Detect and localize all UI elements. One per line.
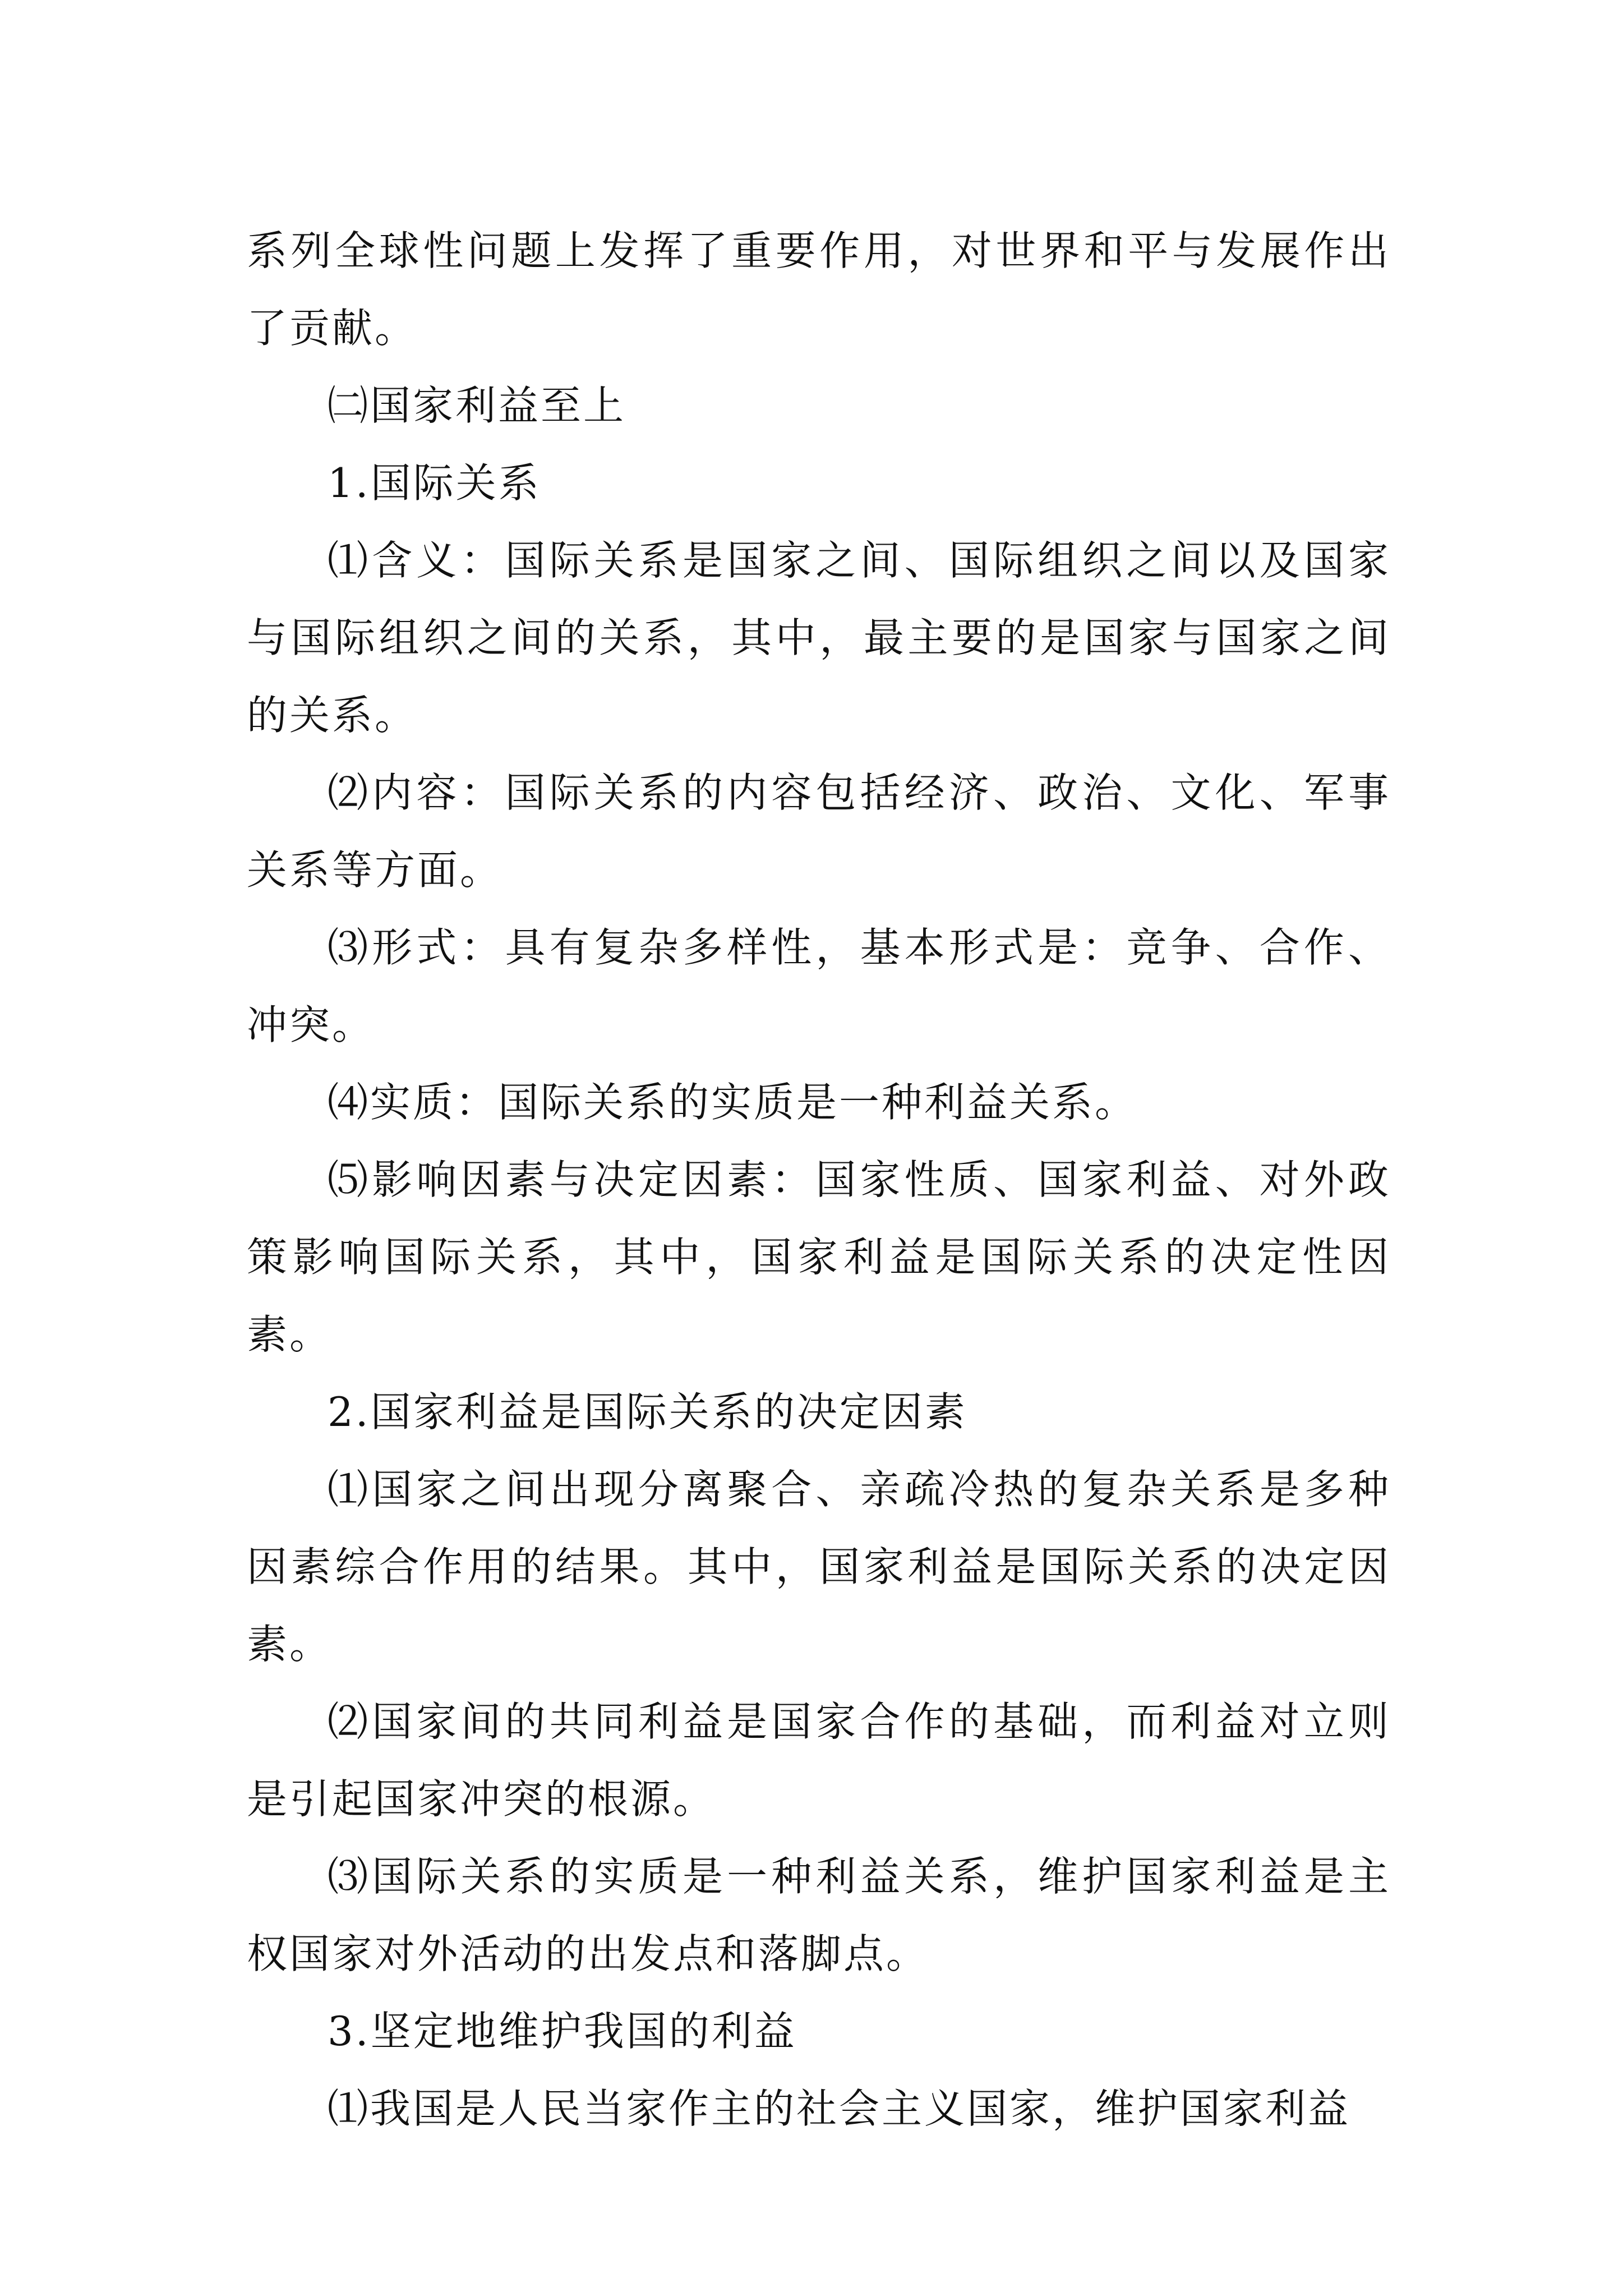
paragraph-factors: ⑸影响因素与决定因素：国家性质、国家利益、对外政策影响国际关系，其中，国家利益是国际关系的决定性因素。 [247,1156,1391,1358]
document-body [247,212,1391,2147]
paragraph-essence: ⑷实质：国际关系的实质是一种利益关系。 [328,1079,1138,1126]
paragraph-socialist-country: ⑴我国是人民当家作主的社会主义国家，维护国家利益 [328,2085,1351,2132]
paragraph-meaning: ⑴含义：国际关系是国家之间、国际组织之间以及国家与国际组织之间的关系，其中，最主要的是国家与国家之间的关系。 [247,537,1391,739]
paragraph-content: ⑵内容：国际关系的内容包括经济、政治、文化、军事关系等方面。 [247,769,1391,894]
subheading-decisive-factor: 2.国家利益是国际关系的决定因素 [328,1388,967,1435]
paragraph-common-interest: ⑵国家间的共同利益是国家合作的基础，而利益对立则是引起国家冲突的根源。 [247,1698,1391,1823]
paragraph-interest-relationship: ⑶国际关系的实质是一种利益关系，维护国家利益是主权国家对外活动的出发点和落脚点。 [247,1853,1391,1977]
subheading-maintain-interest: 3.坚定地维护我国的利益 [328,2008,797,2055]
section-heading-national-interest: ㈡国家利益至上 [328,382,626,429]
paragraph-continuation: 系列全球性问题上发挥了重要作用，对世界和平与发展作出了贡献。 [247,227,1391,352]
paragraph-complex-relations: ⑴国家之间出现分离聚合、亲疏冷热的复杂关系是多种因素综合作用的结果。其中，国家利益是国际关系的决定因素。 [247,1466,1391,1668]
paragraph-form: ⑶形式：具有复杂多样性，基本形式是：竞争、合作、冲突。 [247,924,1391,1048]
subheading-international-relations: 1.国际关系 [328,459,541,507]
